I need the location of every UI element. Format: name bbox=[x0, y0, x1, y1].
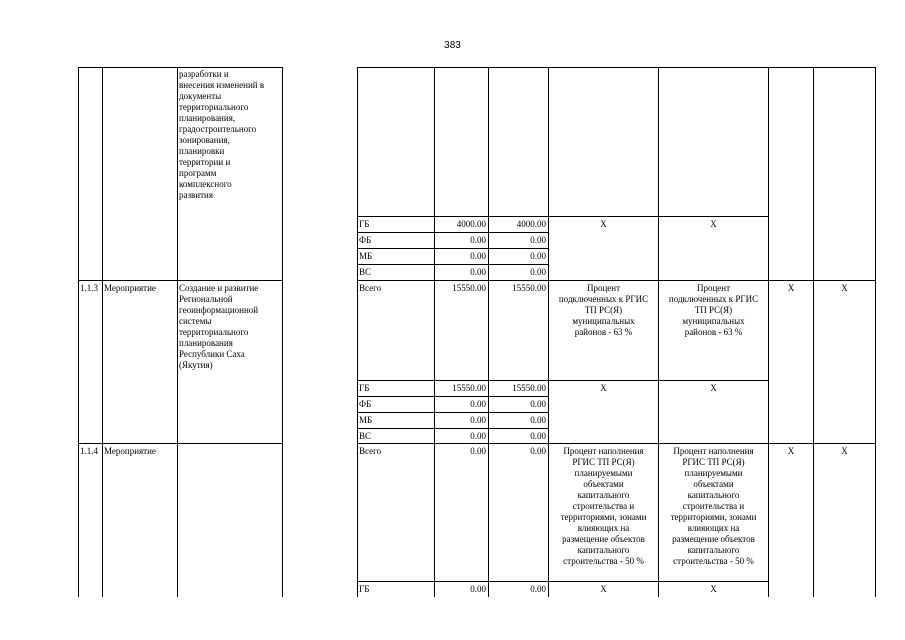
fin-row-0-value-1: 4000.00 bbox=[456, 219, 486, 229]
fin-row-9-mark-2: X bbox=[841, 446, 848, 456]
fin-row-9-mark-1: X bbox=[787, 446, 795, 456]
left-row-2-num: 1.1.4 bbox=[80, 446, 98, 456]
left-row-2-type: Мероприятие bbox=[104, 446, 156, 456]
left-row-0-name: разработки и внесения изменений в документы территориального планирования, градостроительного зонирования, планировки территории и программ комплексного развития bbox=[179, 69, 265, 200]
fin-row-9-indicator-2: Процент наполнения РГИС ТП РС(Я) планируемыми объектами капитального строительства и территориями, зонами влияющих на размещение объектов капитального строительства - 50 % bbox=[670, 446, 757, 566]
fin-row-6-source: ФБ bbox=[359, 399, 372, 409]
left-row-1-num: 1.1.3 bbox=[80, 283, 98, 293]
fin-row-3-source: ВС bbox=[359, 267, 372, 277]
fin-row-5-indicator-1: X bbox=[600, 383, 607, 393]
fin-row-5-indicator-2: X bbox=[710, 383, 717, 393]
fin-row-4-indicator-1: Процент подключенных к РГИС ТП РС(Я) муниципальных районов - 63 % bbox=[558, 283, 649, 337]
fin-row-0-indicator-1: X bbox=[600, 219, 607, 229]
fin-row-10-indicator-2: X bbox=[710, 584, 717, 594]
page-number: 383 bbox=[444, 40, 461, 51]
fin-row-6-value-1: 0.00 bbox=[470, 399, 486, 409]
fin-row-8-value-2: 0.00 bbox=[530, 431, 546, 441]
fin-row-2-value-2: 0.00 bbox=[530, 251, 546, 261]
fin-row-9-source: Всего bbox=[359, 446, 382, 456]
fin-row-0-source: ГБ bbox=[359, 219, 370, 229]
fin-row-0-indicator-2: X bbox=[710, 219, 717, 229]
fin-row-4-value-1: 15550.00 bbox=[452, 283, 486, 293]
fin-row-8-source: ВС bbox=[359, 431, 372, 441]
fin-row-4-mark-1: X bbox=[787, 283, 795, 293]
fin-row-5-source: ГБ bbox=[359, 383, 370, 393]
fin-row-4-source: Всего bbox=[359, 283, 382, 293]
fin-row-10-value-2: 0.00 bbox=[530, 584, 546, 594]
fin-row-1-source: ФБ bbox=[359, 235, 372, 245]
fin-row-0-value-2: 4000.00 bbox=[516, 219, 546, 229]
fin-row-1-value-1: 0.00 bbox=[470, 235, 486, 245]
fin-row-7-value-2: 0.00 bbox=[530, 415, 546, 425]
left-row-1-name: Создание и развитие Региональной геоинформационной системы территориального планирования Республики Саха (Якутия) bbox=[179, 283, 259, 370]
fin-row-9-value-2: 0.00 bbox=[530, 446, 546, 456]
fin-row-2-source: МБ bbox=[359, 251, 373, 261]
left-row-1-type: Мероприятие bbox=[104, 283, 156, 293]
fin-row-1-value-2: 0.00 bbox=[530, 235, 546, 245]
fin-row-10-indicator-1: X bbox=[600, 584, 607, 594]
fin-row-4-value-2: 15550.00 bbox=[512, 283, 546, 293]
fin-row-10-value-1: 0.00 bbox=[470, 584, 486, 594]
fin-row-9-indicator-1: Процент наполнения РГИС ТП РС(Я) планируемыми объектами капитального строительства и территориями, зонами влияющих на размещение объектов капитального строительства - 50 % bbox=[560, 446, 647, 566]
fin-row-7-value-1: 0.00 bbox=[470, 415, 486, 425]
fin-row-7-source: МБ bbox=[359, 415, 373, 425]
fin-row-5-value-1: 15550.00 bbox=[452, 383, 486, 393]
fin-row-4-indicator-2: Процент подключенных к РГИС ТП РС(Я) муниципальных районов - 63 % bbox=[668, 283, 759, 337]
fin-row-4-mark-2: X bbox=[841, 283, 848, 293]
fin-row-5-value-2: 15550.00 bbox=[512, 383, 546, 393]
fin-row-10-source: ГБ bbox=[359, 584, 370, 594]
fin-row-9-value-1: 0.00 bbox=[470, 446, 486, 456]
fin-row-8-value-1: 0.00 bbox=[470, 431, 486, 441]
fin-row-3-value-1: 0.00 bbox=[470, 267, 486, 277]
fin-row-3-value-2: 0.00 bbox=[530, 267, 546, 277]
fin-row-6-value-2: 0.00 bbox=[530, 399, 546, 409]
fin-row-2-value-1: 0.00 bbox=[470, 251, 486, 261]
